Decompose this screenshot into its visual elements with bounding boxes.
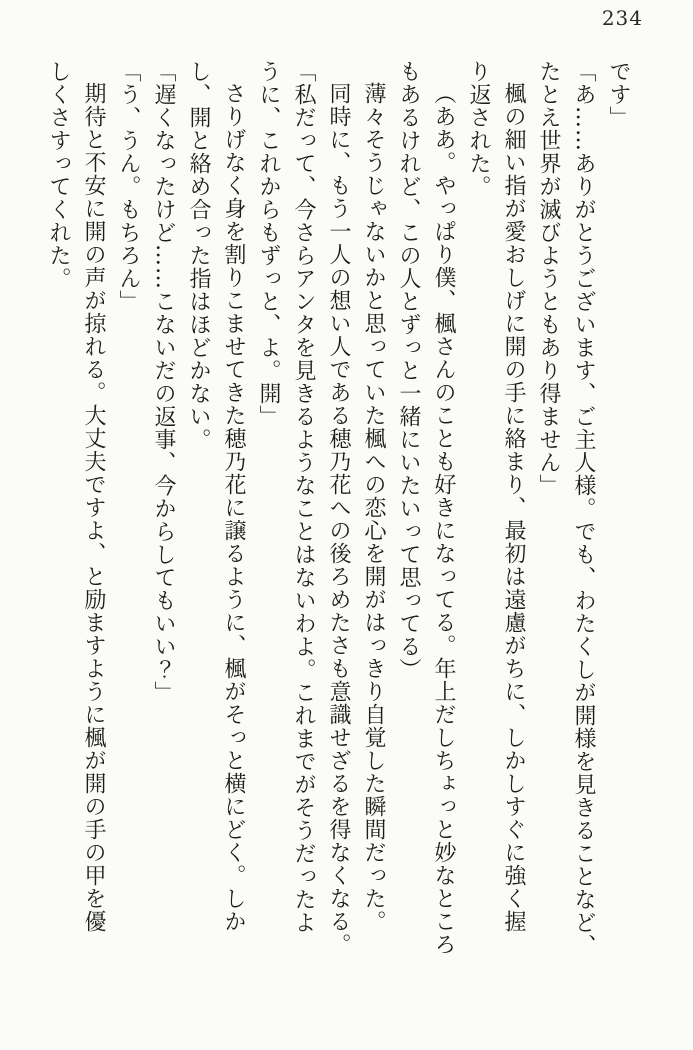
text-column: 「私だって、今さらアンタを見きるようなことはないわよ。これまでがそうだったよ [291,60,316,934]
text-column: うに、これからもずっと、よ。開」 [256,60,281,428]
text-column: しくさすってくれた。 [46,60,71,290]
text-column: し、開と絡め合った指はほどかない。 [186,60,211,451]
text-column: さりげなく身を割りこませてきた穂乃花に譲るように、楓がそっと横にどく。しか [221,82,246,933]
text-column: （ああ。やっぱり僕、楓さんのことも好きになってる。年上だしちょっと妙なところ [431,82,456,956]
text-column: 「あ……ありがとうございます、ご主人様。でも、わたくしが開様を見きることなど、 [571,60,596,957]
text-block [41,60,636,970]
text-column: 「う、うん。もちろん」 [116,60,141,313]
text-column: 楓の細い指が愛おしげに開の手に絡まり、最初は遠慮がちに、しかしすぐに強く握 [501,82,526,933]
text-column: もあるけれど、この人とずっと一緒にいたいって思ってる） [396,60,421,681]
text-column: 「遅くなったけど……こないだの返事、今からしてもいい？」 [151,60,176,704]
text-column: です」 [606,60,631,129]
page-number: 234 [601,6,643,30]
text-column: り返された。 [466,60,491,198]
text-column: 同時に、もう一人の想い人である穂乃花への後ろめたさも意識せざるを得なくなる。 [326,82,351,956]
text-column: 期待と不安に開の声が掠れる。大丈夫ですよ、と励ますように楓が開の手の甲を優 [81,82,106,933]
text-column: たとえ世界が滅びようともあり得ません」 [536,60,561,497]
text-column: 薄々そうじゃないかと思っていた楓への恋心を開がはっきり自覚した瞬間だった。 [361,82,386,933]
